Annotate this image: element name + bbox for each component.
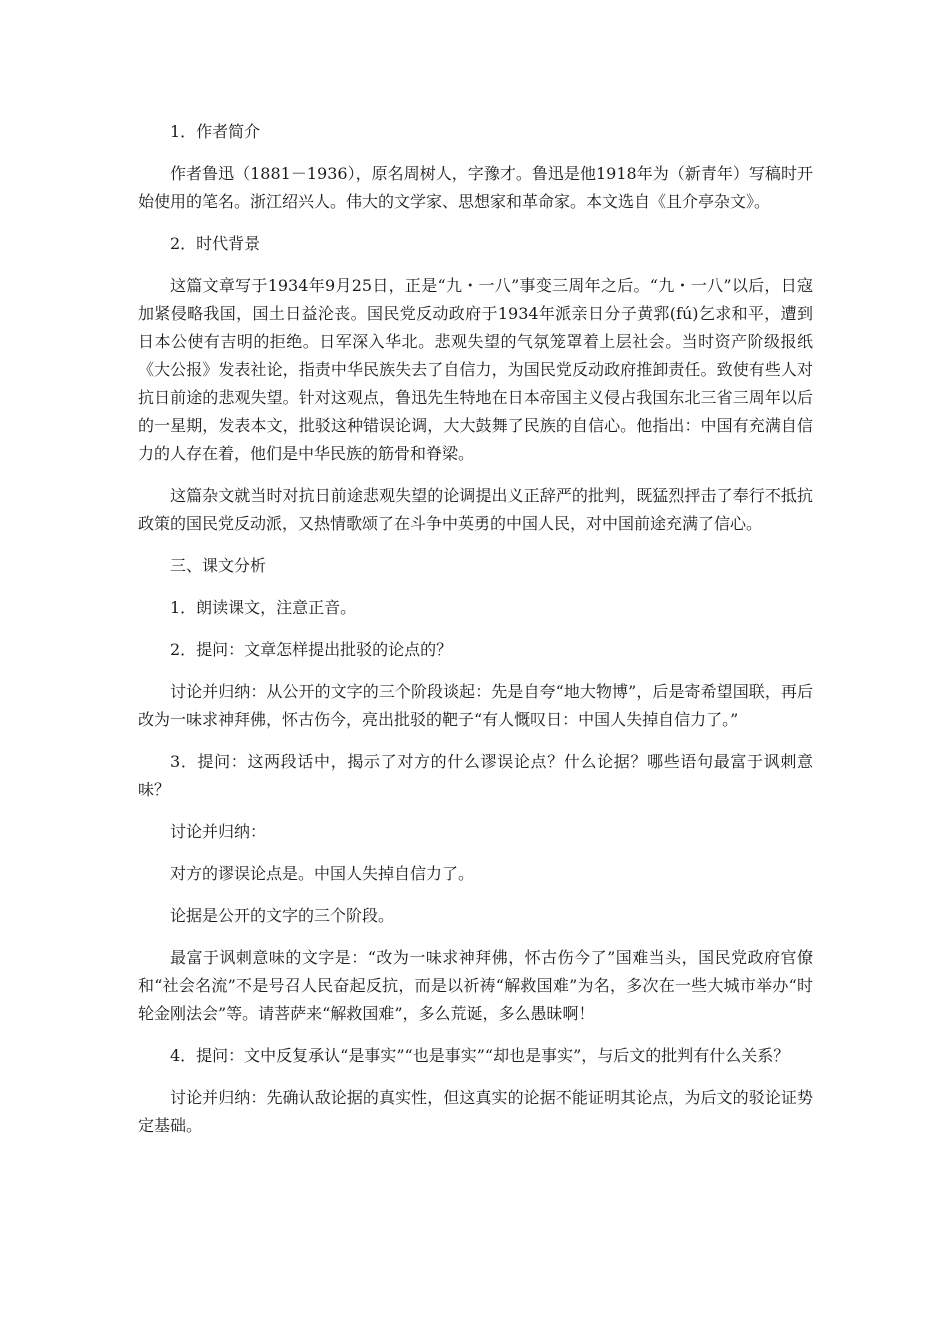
answer-3-argument: 对方的谬误论点是。中国人失掉自信力了。 [170,864,475,883]
question-4: 4．提问：文中反复承认“是事实”“也是事实”“却也是事实”，与后文的批判有什么关系？ [170,1046,790,1065]
question-3: 3．提问：这两段话中，揭示了对方的什么谬误论点？什么论据？哪些语句最富于讽刺意味？ [138,752,813,799]
answer-3-irony: 最富于讽刺意味的文字是：“改为一味求神拜佛，怀古伤今了”国难当头，国民党政府官僚和“社会名流”不是号召人民奋起反抗，而是以祈祷“解救国难”为名，多次在一些大城市举办“时轮金刚法会”等。请菩萨来“解救国难”，多么荒诞，多么愚昧啊！ [138,948,813,1023]
answer-2: 讨论并归纳：从公开的文字的三个阶段谈起：先是自夸“地大物博”，后是寄希望国联，再后改为一味求神拜佛，怀古伤今，亮出批驳的靶子“有人慨叹日：中国人失掉自信力了。” [138,682,813,729]
answer-3-evidence: 论据是公开的文字的三个阶段。 [170,906,395,925]
paragraph-author-intro: 作者鲁迅（1881－1936），原名周树人，字豫才。鲁迅是他1918年为（新青年）写稿时开始使用的笔名。浙江绍兴人。伟大的文学家、思想家和革命家。本文选自《且介亭杂文》。 [138,164,813,211]
heading-author-intro: 1．作者简介 [170,122,261,141]
document-body [138,118,813,1154]
paragraph-background: 这篇文章写于1934年9月25日，正是“九・一八”事变三周年之后。“九・一八”以后，日寇加紧侵略我国，国土日益沦丧。国民党反动政府于1934年派亲日分子黄郛(fú)乞求和平，遭到日本公使有吉明的拒绝。日军深入华北。悲观失望的气氛笼罩着上层社会。当时资产阶级报纸《大公报》发表社论，指责中华民族失去了自信力，为国民党反动政府推卸责任。致使有些人对抗日前途的悲观失望。针对这观点，鲁迅先生特地在日本帝国主义侵占我国东北三省三周年以后的一星期，发表本文，批驳这种错误论调，大大鼓舞了民族的自信心。他指出：中国有充满自信力的人存在着，他们是中华民族的筋骨和脊梁。 [138,276,813,463]
answer-3-label: 讨论并归纳： [170,822,267,841]
heading-background: 2．时代背景 [170,234,261,253]
question-2: 2．提问：文章怎样提出批驳的论点的？ [170,640,453,659]
heading-text-analysis: 三、课文分析 [170,556,267,575]
paragraph-essay-summary: 这篇杂文就当时对抗日前途悲观失望的论调提出义正辞严的批判，既猛烈抨击了奉行不抵抗政策的国民党反动派，又热情歌颂了在斗争中英勇的中国人民，对中国前途充满了信心。 [138,486,813,533]
item-read-aloud: 1．朗读课文，注意正音。 [170,598,357,617]
answer-4: 讨论并归纳：先确认敌论据的真实性，但这真实的论据不能证明其论点，为后文的驳论证势定基础。 [138,1088,813,1135]
